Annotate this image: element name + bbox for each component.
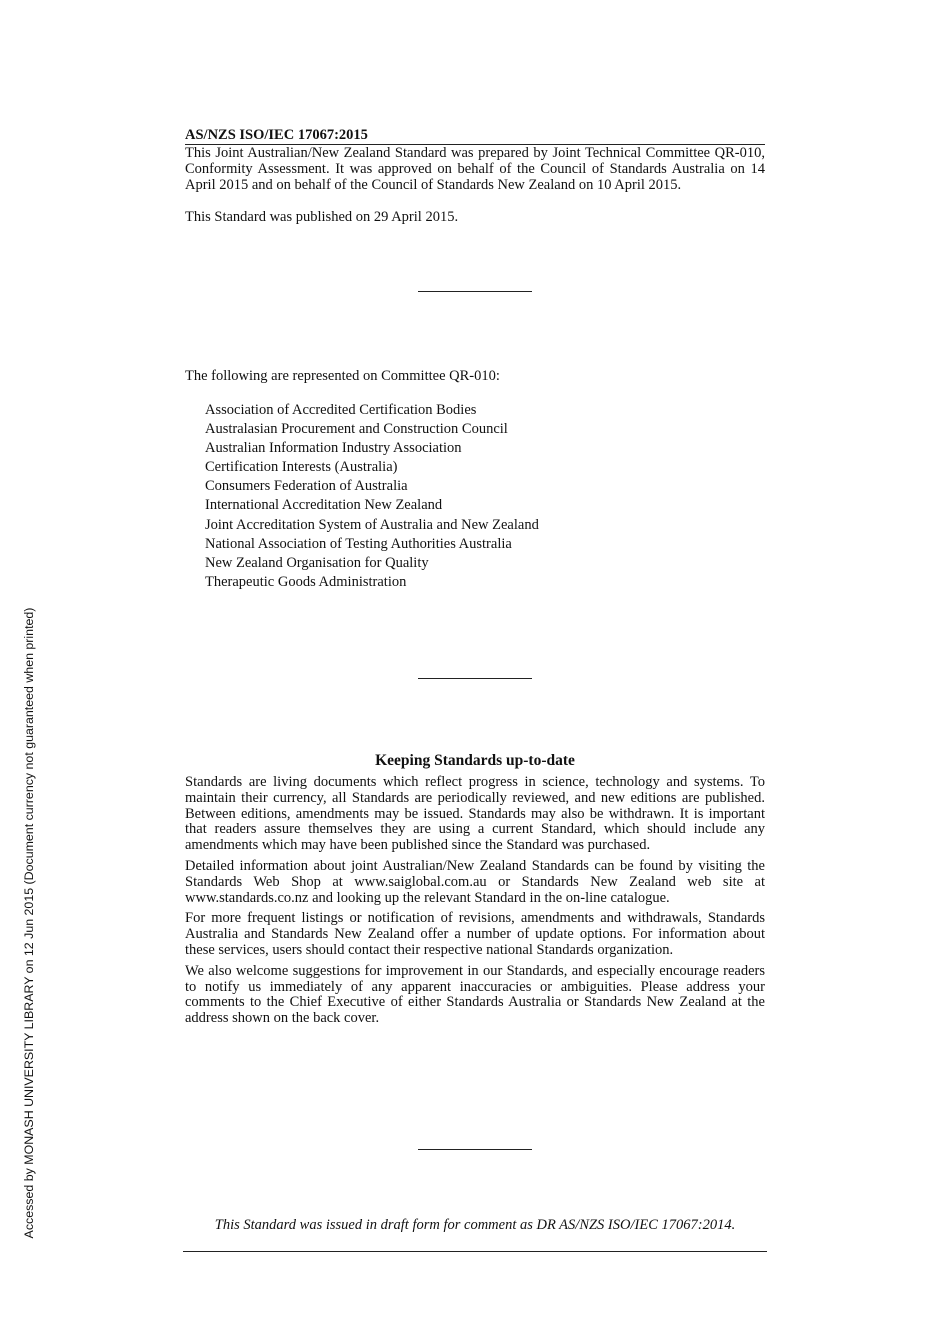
committee-member: Australian Information Industry Association xyxy=(205,440,462,457)
committee-member: Association of Accredited Certification Bodies xyxy=(205,402,477,418)
committee-member: Australasian Procurement and Construction Council xyxy=(205,421,508,438)
preparation-paragraph: This Joint Australian/New Zealand Standard was prepared by Joint Technical Committee QR-010, Conformity Assessment. It was approved on behalf of the Council of Standards Australia on 14 April 2015 and on behalf of the Council of Standards New Zealand on 10 April 2015. xyxy=(185,145,765,193)
body-paragraph: For more frequent listings or notification of revisions, amendments and withdrawals, Standards Australia and Standards New Zealand offer a number of update options. For information about these services, users should contact their respective national Standards organization. xyxy=(185,910,765,958)
section-divider xyxy=(418,1149,532,1150)
committee-member: Consumers Federation of Australia xyxy=(205,478,408,495)
body-paragraph: Standards are living documents which reflect progress in science, technology and systems. To maintain their currency, all Standards are periodically reviewed, and new editions are published. Between editions, amendments may be issued. Standards may also be withdrawn. It is important that readers assure themselves they are using a current Standard, which should include any amendments which may have been published since the Standard was purchased. xyxy=(185,774,765,854)
committee-intro: The following are represented on Committee QR-010: xyxy=(185,368,500,384)
section-divider xyxy=(418,678,532,679)
committee-member-list xyxy=(205,401,539,592)
standard-number-heading: AS/NZS ISO/IEC 17067:2015 xyxy=(185,126,765,145)
committee-member: National Association of Testing Authorities Australia xyxy=(205,535,512,552)
keeping-up-to-date-heading: Keeping Standards up-to-date xyxy=(375,752,575,769)
section-divider xyxy=(418,291,532,292)
draft-note: This Standard was issued in draft form for comment as DR AS/NZS ISO/IEC 17067:2014. xyxy=(214,1217,736,1233)
committee-member: New Zealand Organisation for Quality xyxy=(205,554,429,571)
committee-member: Certification Interests (Australia) xyxy=(205,459,398,476)
access-stamp: Accessed by MONASH UNIVERSITY LIBRARY on 12 Jun 2015 (Document currency not guaranteed when printed) xyxy=(22,607,36,1239)
committee-member: Joint Accreditation System of Australia and New Zealand xyxy=(205,516,539,533)
body-paragraph: We also welcome suggestions for improvement in our Standards, and especially encourage readers to notify us immediately of any apparent inaccuracies or ambiguities. Please address your comments to the Chief Executive of either Standards Australia or Standards New Zealand at the address shown on the back cover. xyxy=(185,962,765,1027)
keeping-up-to-date-body xyxy=(185,775,765,1032)
publication-date-line: This Standard was published on 29 April 2015. xyxy=(185,209,459,225)
committee-member: Therapeutic Goods Administration xyxy=(205,573,407,590)
footer-rule xyxy=(183,1251,767,1252)
committee-member: International Accreditation New Zealand xyxy=(205,497,443,514)
body-paragraph: Detailed information about joint Australian/New Zealand Standards can be found by visiting the Standards Web Shop at www.saiglobal.com.au or Standards New Zealand web site at www.standards.co.nz and looking up the relevant Standard in the on-line catalogue. xyxy=(185,857,765,906)
